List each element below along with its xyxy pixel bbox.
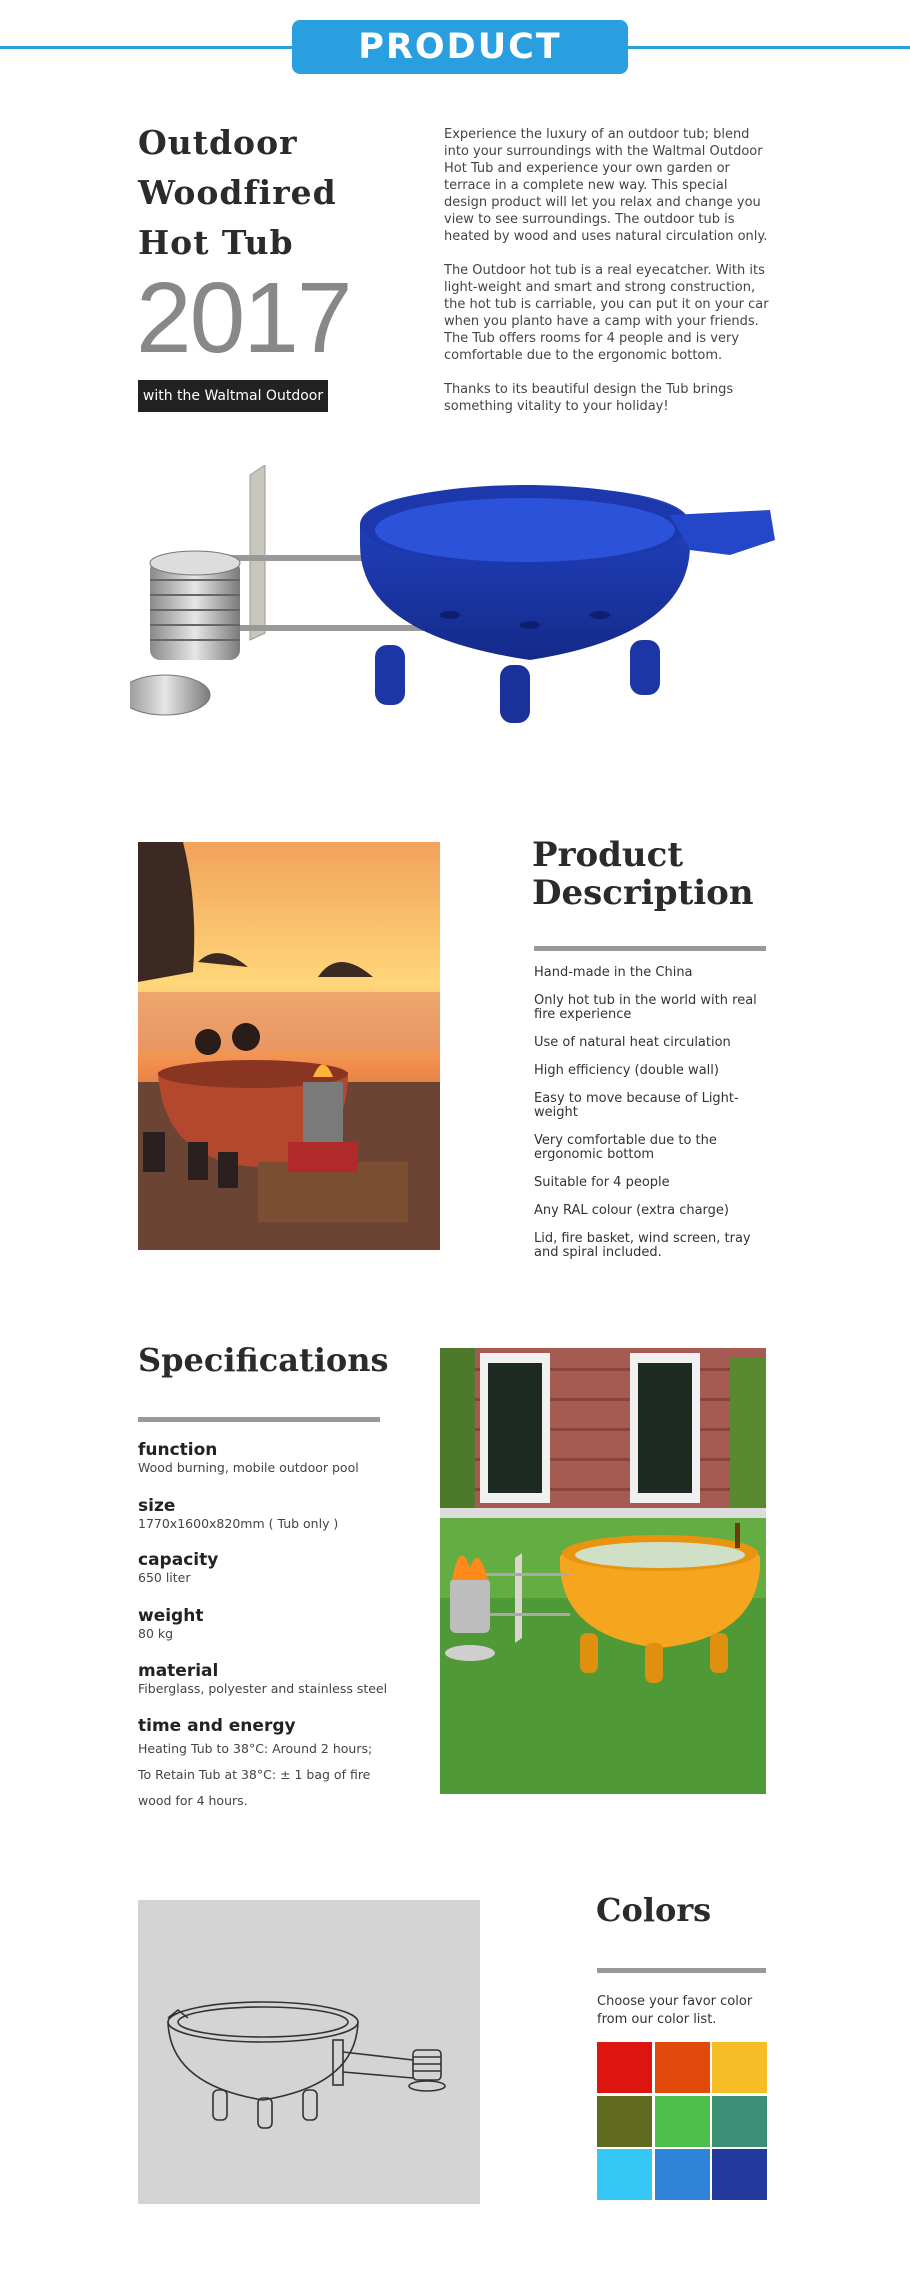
list-item: High efficiency (double wall)	[534, 1063, 719, 1078]
spec-label: time and energy	[138, 1716, 296, 1736]
description-title	[532, 836, 792, 912]
color-swatch-grid	[597, 2042, 767, 2202]
color-swatch[interactable]	[712, 2042, 767, 2093]
spec-item	[138, 1440, 398, 1476]
spec-value: 80 kg	[138, 1626, 174, 1641]
spec-item	[138, 1550, 398, 1586]
color-swatch[interactable]	[597, 2149, 652, 2200]
blue-tub-image	[130, 465, 780, 780]
intro-title-line: Woodfired	[138, 173, 337, 212]
color-swatch[interactable]	[712, 2149, 767, 2200]
intro-title-line: Outdoor	[138, 123, 298, 162]
description-list	[534, 966, 774, 1274]
spec-item	[138, 1606, 398, 1642]
spec-value: Fiberglass, polyester and stainless steel	[138, 1681, 388, 1696]
description-title-line: Product	[532, 835, 684, 875]
list-item: Any RAL colour (extra charge)	[534, 1203, 729, 1218]
spec-value: Heating Tub to 38°C: Around 2 hours; To Retain Tub at 38°C: ± 1 bag of fire wood for 4 hours.	[138, 1741, 373, 1808]
spec-item	[138, 1716, 388, 1814]
spec-label: size	[138, 1496, 176, 1516]
spec-value: Wood burning, mobile outdoor pool	[138, 1460, 359, 1475]
list-item: Suitable for 4 people	[534, 1175, 670, 1190]
intro-title	[138, 118, 378, 268]
list-item: Easy to move because of Light-weight	[534, 1091, 739, 1120]
section-title-product-show: PRODUCT SHOW	[292, 20, 628, 74]
intro-paragraph: Experience the luxury of an outdoor tub; blend into your surroundings with the Waltmal Outdoor Hot Tub and experience your own garden or terrace in a complete new way. This special design product will let you relax and change you view to see surroundings. The outdoor tub is heated by wood and uses natural circulation only.	[444, 127, 768, 244]
spec-item	[138, 1661, 398, 1697]
colors-title: Colors	[596, 1891, 712, 1929]
list-item: Use of natural heat circulation	[534, 1035, 731, 1050]
spec-label: capacity	[138, 1550, 219, 1570]
description-title-line: Description	[532, 873, 754, 913]
color-swatch[interactable]	[712, 2096, 767, 2147]
specifications-title: Specifications	[138, 1341, 389, 1379]
list-item: Only hot tub in the world with real fire experience	[534, 993, 757, 1022]
specifications-rule	[138, 1417, 380, 1422]
list-item: Hand-made in the China	[534, 965, 693, 980]
intro-text	[444, 126, 774, 432]
color-swatch[interactable]	[597, 2042, 652, 2093]
intro-year: 2017	[136, 262, 351, 374]
color-swatch[interactable]	[655, 2149, 710, 2200]
list-item: Very comfortable due to the ergonomic bottom	[534, 1133, 717, 1162]
spec-label: function	[138, 1440, 218, 1460]
sunset-tub-photo	[138, 842, 440, 1250]
color-swatch[interactable]	[655, 2042, 710, 2093]
intro-title-line: Hot Tub	[138, 223, 294, 262]
description-rule	[534, 946, 766, 951]
spec-value: 650 liter	[138, 1570, 191, 1585]
spec-item	[138, 1496, 398, 1532]
intro-paragraph: The Outdoor hot tub is a real eyecatcher. With its light-weight and smart and strong construction, the hot tub is carriable, you can put it on your car when you planto have a camp with your friends. The Tub offers rooms for 4 people and is very comfortable due to the ergonomic bottom.	[444, 263, 769, 363]
color-swatch[interactable]	[655, 2096, 710, 2147]
intro-paragraph: Thanks to its beautiful design the Tub brings something vitality to your holiday!	[444, 382, 734, 414]
colors-rule	[597, 1968, 766, 1973]
spec-label: weight	[138, 1606, 204, 1626]
spec-label: material	[138, 1661, 219, 1681]
garden-tub-photo	[440, 1348, 766, 1794]
tub-line-drawing	[138, 1900, 480, 2204]
list-item: Lid, fire basket, wind screen, tray and spiral included.	[534, 1231, 751, 1260]
intro-badge: with the Waltmal Outdoor	[138, 380, 328, 412]
colors-text: Choose your favor color from our color list.	[597, 1994, 753, 2027]
spec-value: 1770x1600x820mm ( Tub only )	[138, 1516, 339, 1531]
color-swatch[interactable]	[597, 2096, 652, 2147]
